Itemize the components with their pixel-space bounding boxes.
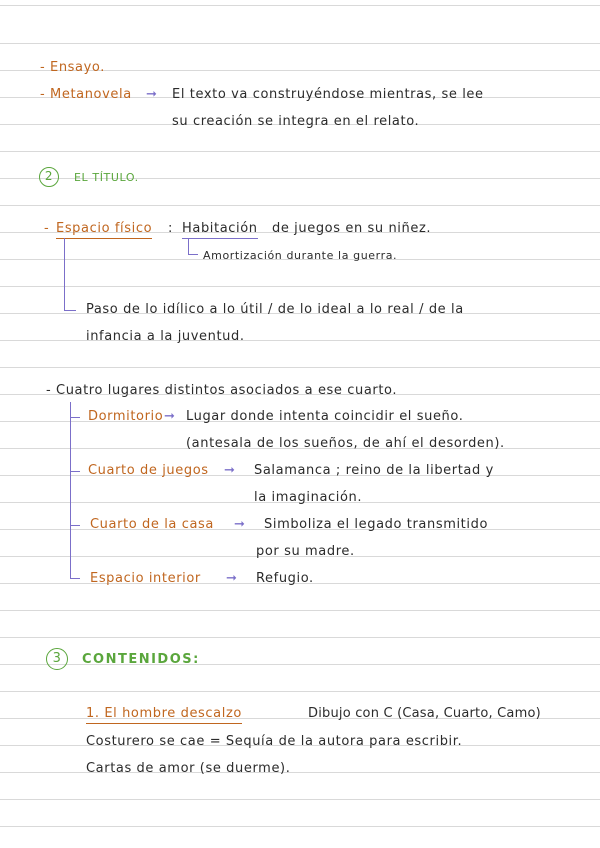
cuarto-juegos-text-cont: la imaginación. — [254, 490, 363, 505]
list-tick — [70, 525, 80, 526]
cuarto-casa-text-cont: por su madre. — [256, 544, 355, 559]
branch-line-long-h — [64, 310, 76, 311]
branch-line-long — [64, 238, 65, 310]
dormitorio-text: Lugar donde intenta coincidir el sueño. — [186, 409, 464, 424]
list-tick — [70, 471, 80, 472]
list-tick — [70, 578, 80, 579]
arrow-icon: ➞ — [226, 571, 238, 586]
ef-separator: : — [168, 221, 173, 236]
section-2-number: 2 — [39, 167, 59, 187]
metanovela-text: El texto va construyéndose mientras, se lee — [172, 87, 484, 102]
section-3-title: CONTENIDOS: — [82, 652, 200, 667]
arrow-icon: ➞ — [146, 87, 158, 102]
metanovela-label: - Metanovela — [40, 87, 132, 102]
costurero-line: Costurero se cae = Sequía de la autora para escribir. — [86, 734, 463, 749]
cuatro-lugares-line: - Cuatro lugares distintos asociados a ese cuarto. — [46, 383, 398, 398]
list-tick — [70, 417, 80, 418]
ef-dash: - — [44, 221, 50, 236]
habitacion-word: Habitación — [182, 221, 258, 239]
hombre-descalzo-label: 1. El hombre descalzo — [86, 706, 242, 724]
arrow-icon: ➞ — [224, 463, 236, 478]
amortizacion-text: Amortización durante la guerra. — [203, 249, 398, 262]
cuarto-casa-label: Cuarto de la casa — [90, 517, 214, 532]
dormitorio-label: Dormitorio — [88, 409, 164, 424]
branch-line-h — [188, 254, 198, 255]
list-bracket — [70, 402, 71, 578]
section-2-title: EL TÍTULO. — [74, 171, 139, 184]
cartas-line: Cartas de amor (se duerme). — [86, 761, 291, 776]
espacio-interior-text: Refugio. — [256, 571, 314, 586]
paso-text-cont: infancia a la juventud. — [86, 329, 245, 344]
espacio-interior-label: Espacio interior — [90, 571, 201, 586]
hombre-descalzo-text: Dibujo con C (Casa, Cuarto, Camo) — [308, 706, 541, 721]
branch-line — [188, 238, 189, 254]
cuarto-juegos-text: Salamanca ; reino de la libertad y — [254, 463, 494, 478]
section-3-number: 3 — [46, 648, 68, 670]
arrow-icon: ➞ — [164, 409, 176, 424]
paso-text: Paso de lo idílico a lo útil / de lo ideal a lo real / de la — [86, 302, 464, 317]
arrow-icon: ➞ — [234, 517, 246, 532]
cuarto-juegos-label: Cuarto de juegos — [88, 463, 209, 478]
ensayo-line: - Ensayo. — [40, 60, 105, 75]
espacio-fisico-text: de juegos en su niñez. — [272, 221, 432, 236]
espacio-fisico-label: Espacio físico — [56, 221, 152, 239]
cuarto-casa-text: Simboliza el legado transmitido — [264, 517, 488, 532]
dormitorio-text-cont: (antesala de los sueños, de ahí el desorden). — [186, 436, 505, 451]
metanovela-text-cont: su creación se integra en el relato. — [172, 114, 420, 129]
